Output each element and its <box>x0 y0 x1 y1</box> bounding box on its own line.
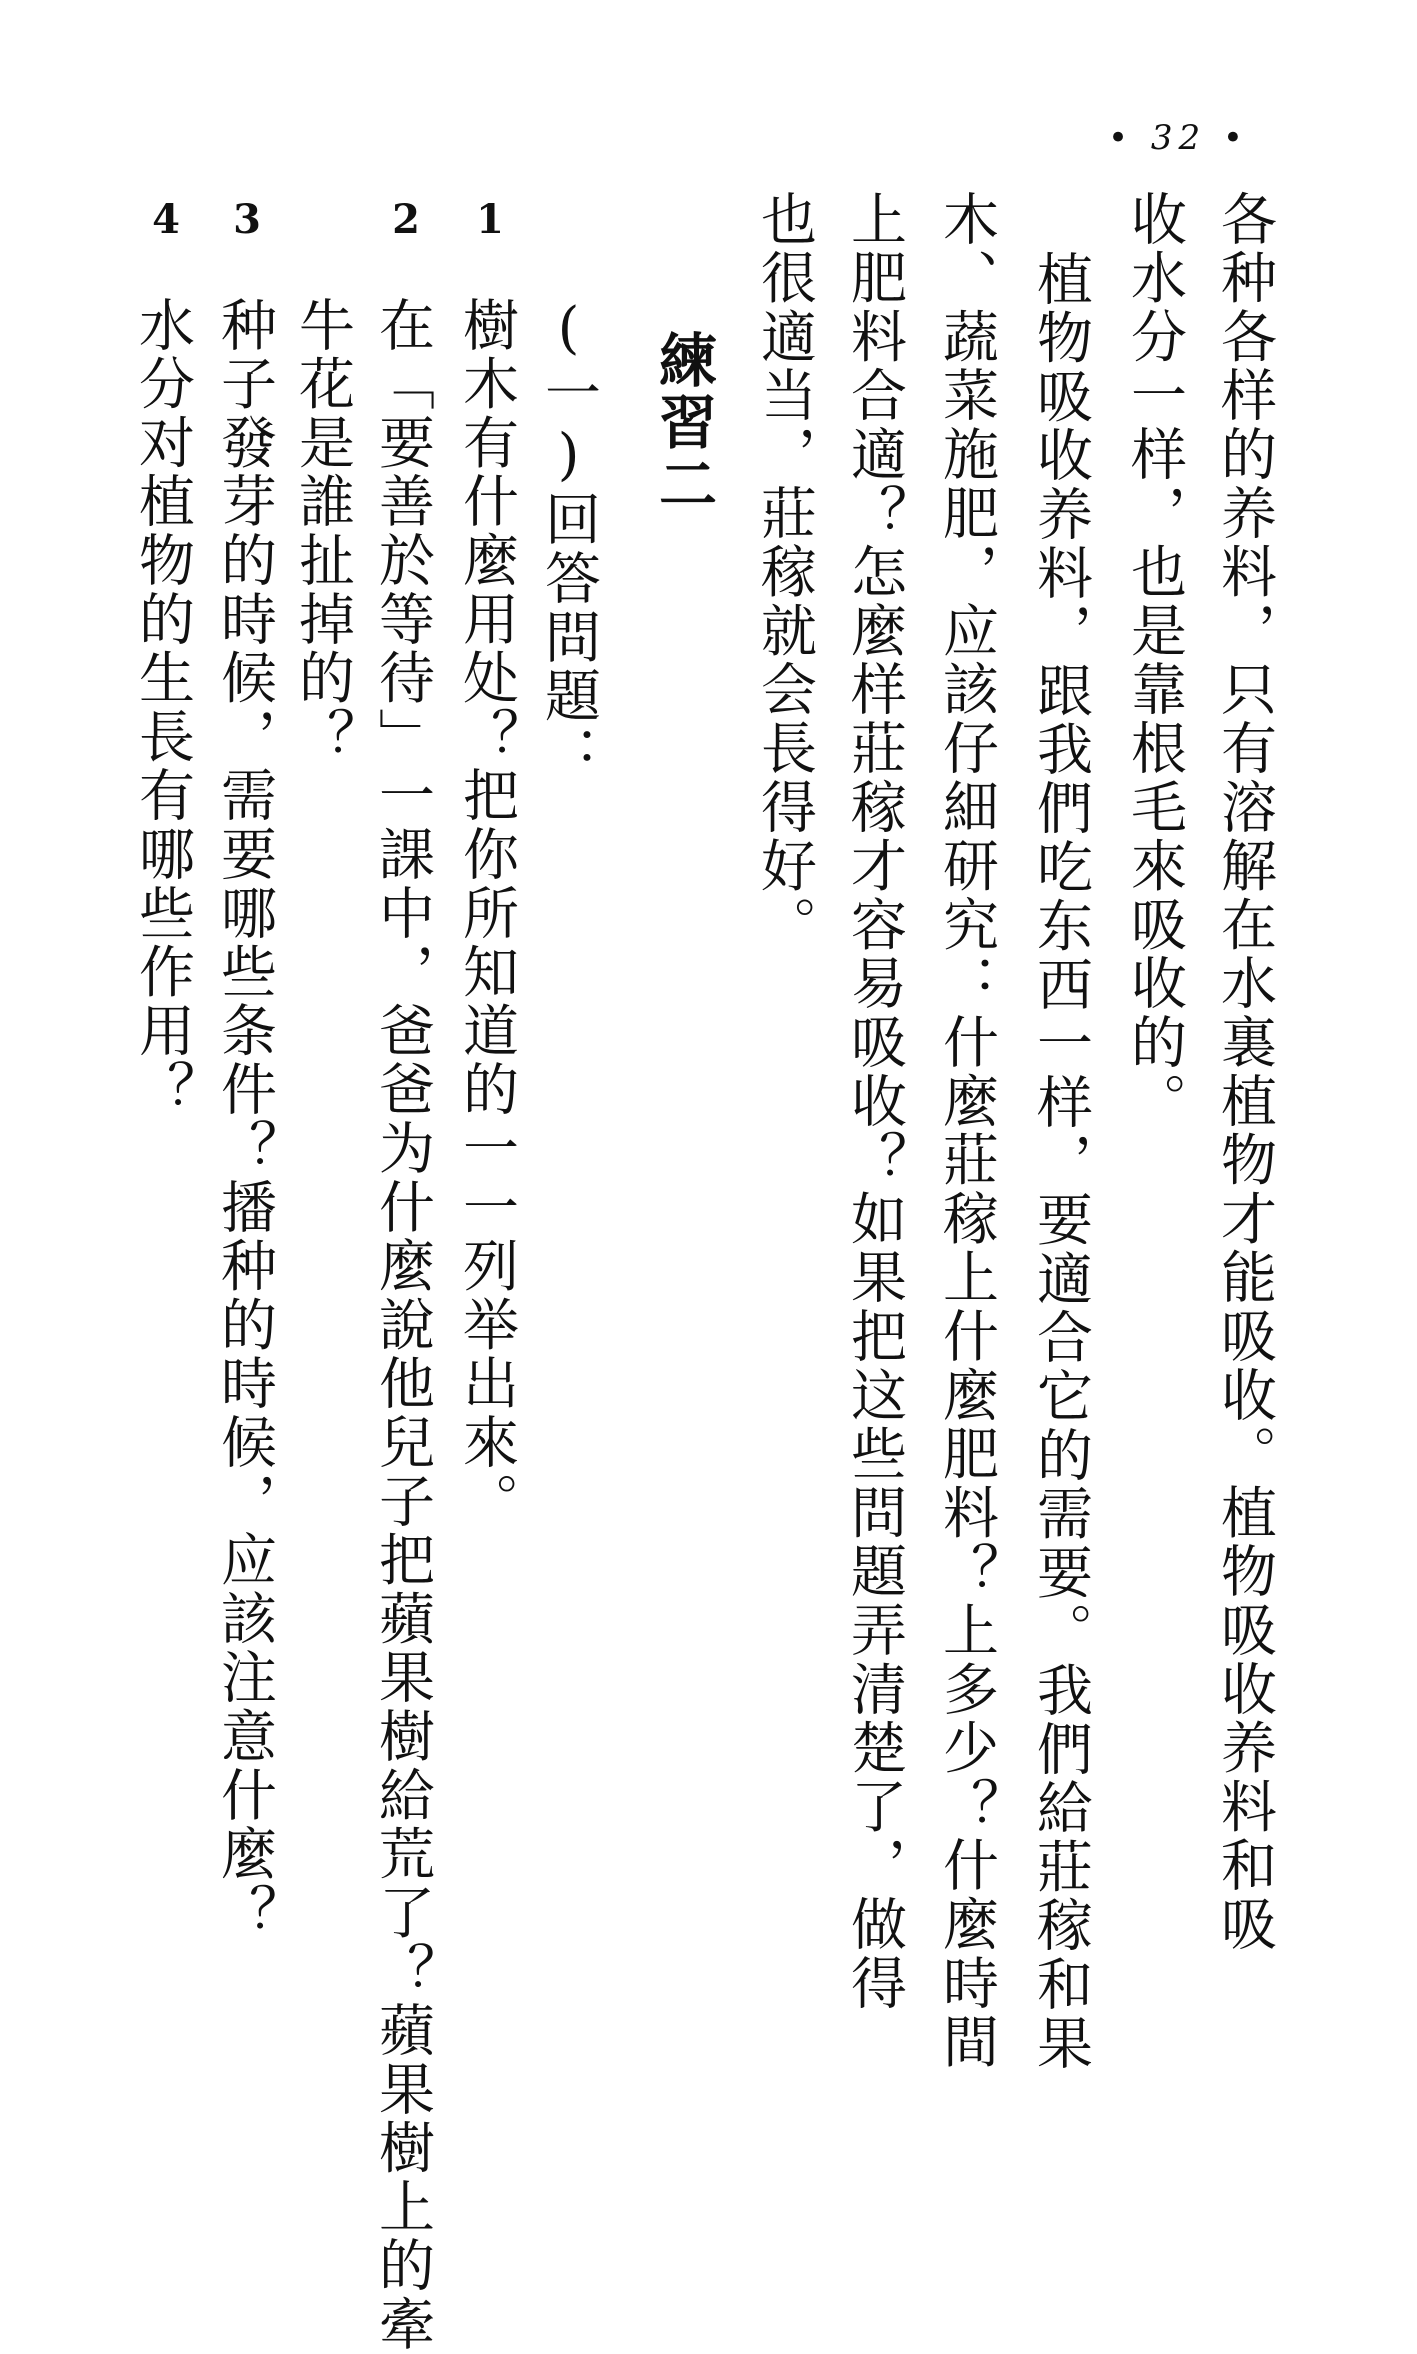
question-number-1: 1 <box>476 196 504 243</box>
paragraph-line-1: 各种各样的养料，只有溶解在水裏植物才能吸收。植物吸收养料和吸 <box>1212 190 1277 1954</box>
question-number-4: 4 <box>152 196 180 243</box>
exercise-title: 練習二 <box>649 330 717 516</box>
page-number: • 32 • <box>1108 118 1249 158</box>
question-3-line-1: 种子發芽的時候，需要哪些条件？播种的時候，应該注意什麼？ <box>212 296 277 1943</box>
question-number-2: 2 <box>392 196 420 243</box>
question-2-line-2: 牛花是誰扯掉的？ <box>290 296 355 767</box>
question-4-line-1: 水分对植物的生長有哪些作用？ <box>130 296 195 1120</box>
paragraph-line-3: 植物吸收养料，跟我們吃东西一样，要適合它的需要。我們給莊稼和果 <box>1028 250 1093 2073</box>
paragraph-line-4: 木、蔬菜施肥，应該仔細研究：什麼莊稼上什麼肥料？上多少？什麼時間 <box>934 190 999 2072</box>
paragraph-line-2: 收水分一样，也是靠根毛來吸收的。 <box>1122 190 1187 1131</box>
question-number-3: 3 <box>233 196 261 243</box>
question-2-line-1: 在「要善於等待」一課中，爸爸为什麼說他兒子把蘋果樹給荒了？蘋果樹上的牽 <box>370 296 435 2354</box>
exercise-subheading: (一)回答問題： <box>536 296 601 785</box>
paragraph-line-6: 也很適当，莊稼就会長得好。 <box>752 190 817 955</box>
question-1-line-1: 樹木有什麼用处？把你所知道的一一列举出來。 <box>454 296 519 1531</box>
paragraph-line-5: 上肥料合適？怎麼样莊稼才容易吸收？如果把这些問題弄清楚了，做得 <box>842 190 907 2013</box>
